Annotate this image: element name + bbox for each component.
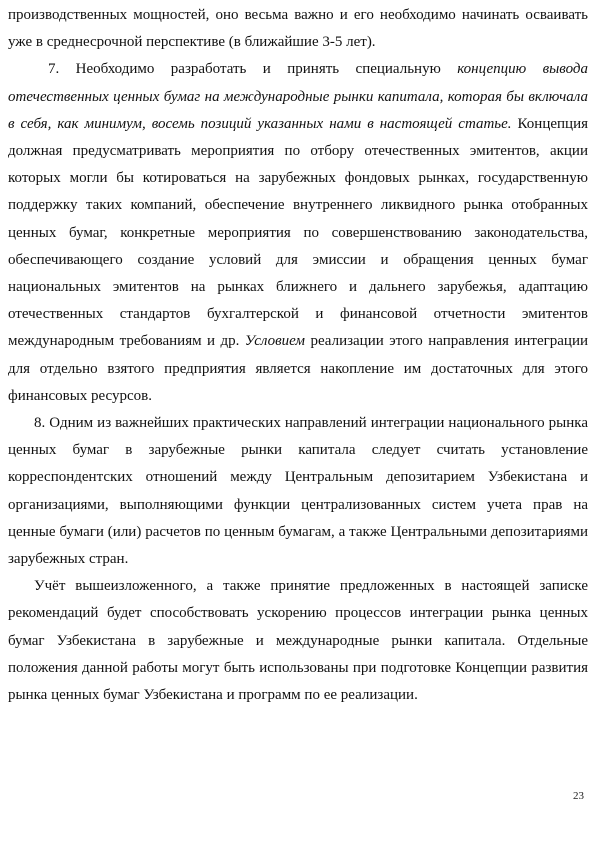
paragraph-continuation <box>8 2 588 56</box>
italic-text-run: Условием <box>244 333 305 350</box>
text-run: Концепция должная предусматривать мероприятия по отбору отечественных эмитентов, акции которых могли бы котироваться на зарубежных фондовых рынках, государственную поддержку таких компаний, обеспечение внутреннего ликвидного рынка отобранных ценных бумаг, конкретные мероприятия по совершенствованию законодательства, обеспечивающего создание условий для эмиссии и обращения ценных бумаг национальных эмитентов на рынках ближнего и дальнего зарубежья, адаптацию отечественных стандартов бухгалтерской и финансовой отчетности эмитентов международным требованиям и др. <box>8 115 589 350</box>
paragraph-point-7 <box>8 56 588 410</box>
text-run: 8. Одним из важнейших практических направлений интеграции национального рынка ценных бумаг в зарубежные рынки капитала следует считать установление корреспондентских отношений между Центральным депозитарием Узбекистана и организациями, выполняющими функции централизованных систем учета прав на ценные бумаги (или) расчетов по ценным бумагам, а также Центральными депозитариями зарубежных стран. <box>8 415 588 568</box>
paragraph-conclusion <box>8 573 588 709</box>
italic-text-run: концепцию вывода отечественных ценных бумаг на международные рынки капитала, которая бы включала в себя, как минимум, восемь позиций указанных нами в настоящей статье. <box>8 61 588 132</box>
text-run: производственных мощностей, оно весьма важно и его необходимо начинать осваивать уже в среднесрочной перспективе (в ближайшие 3-5 лет). <box>8 7 588 51</box>
text-run: 7. Необходимо разработать и принять специальную <box>48 61 458 78</box>
paragraph-point-8 <box>8 410 588 573</box>
text-run: Учёт вышеизложенного, а также принятие предложенных в настоящей записке рекомендаций будет способствовать ускорению процессов интеграции рынка ценных бумаг Узбекистана в зарубежные и международные рынки капитала. Отдельные положения данной работы могут быть использованы при подготовке Концепции развития рынка ценных бумаг Узбекистана и программ по ее реализации. <box>8 578 588 704</box>
page-number: 23 <box>573 790 584 802</box>
document-page <box>8 2 588 709</box>
text-run: реализации этого направления интеграции для отдельно взятого предприятия является накопление им достаточных для этого финансовых ресурсов. <box>8 333 588 404</box>
